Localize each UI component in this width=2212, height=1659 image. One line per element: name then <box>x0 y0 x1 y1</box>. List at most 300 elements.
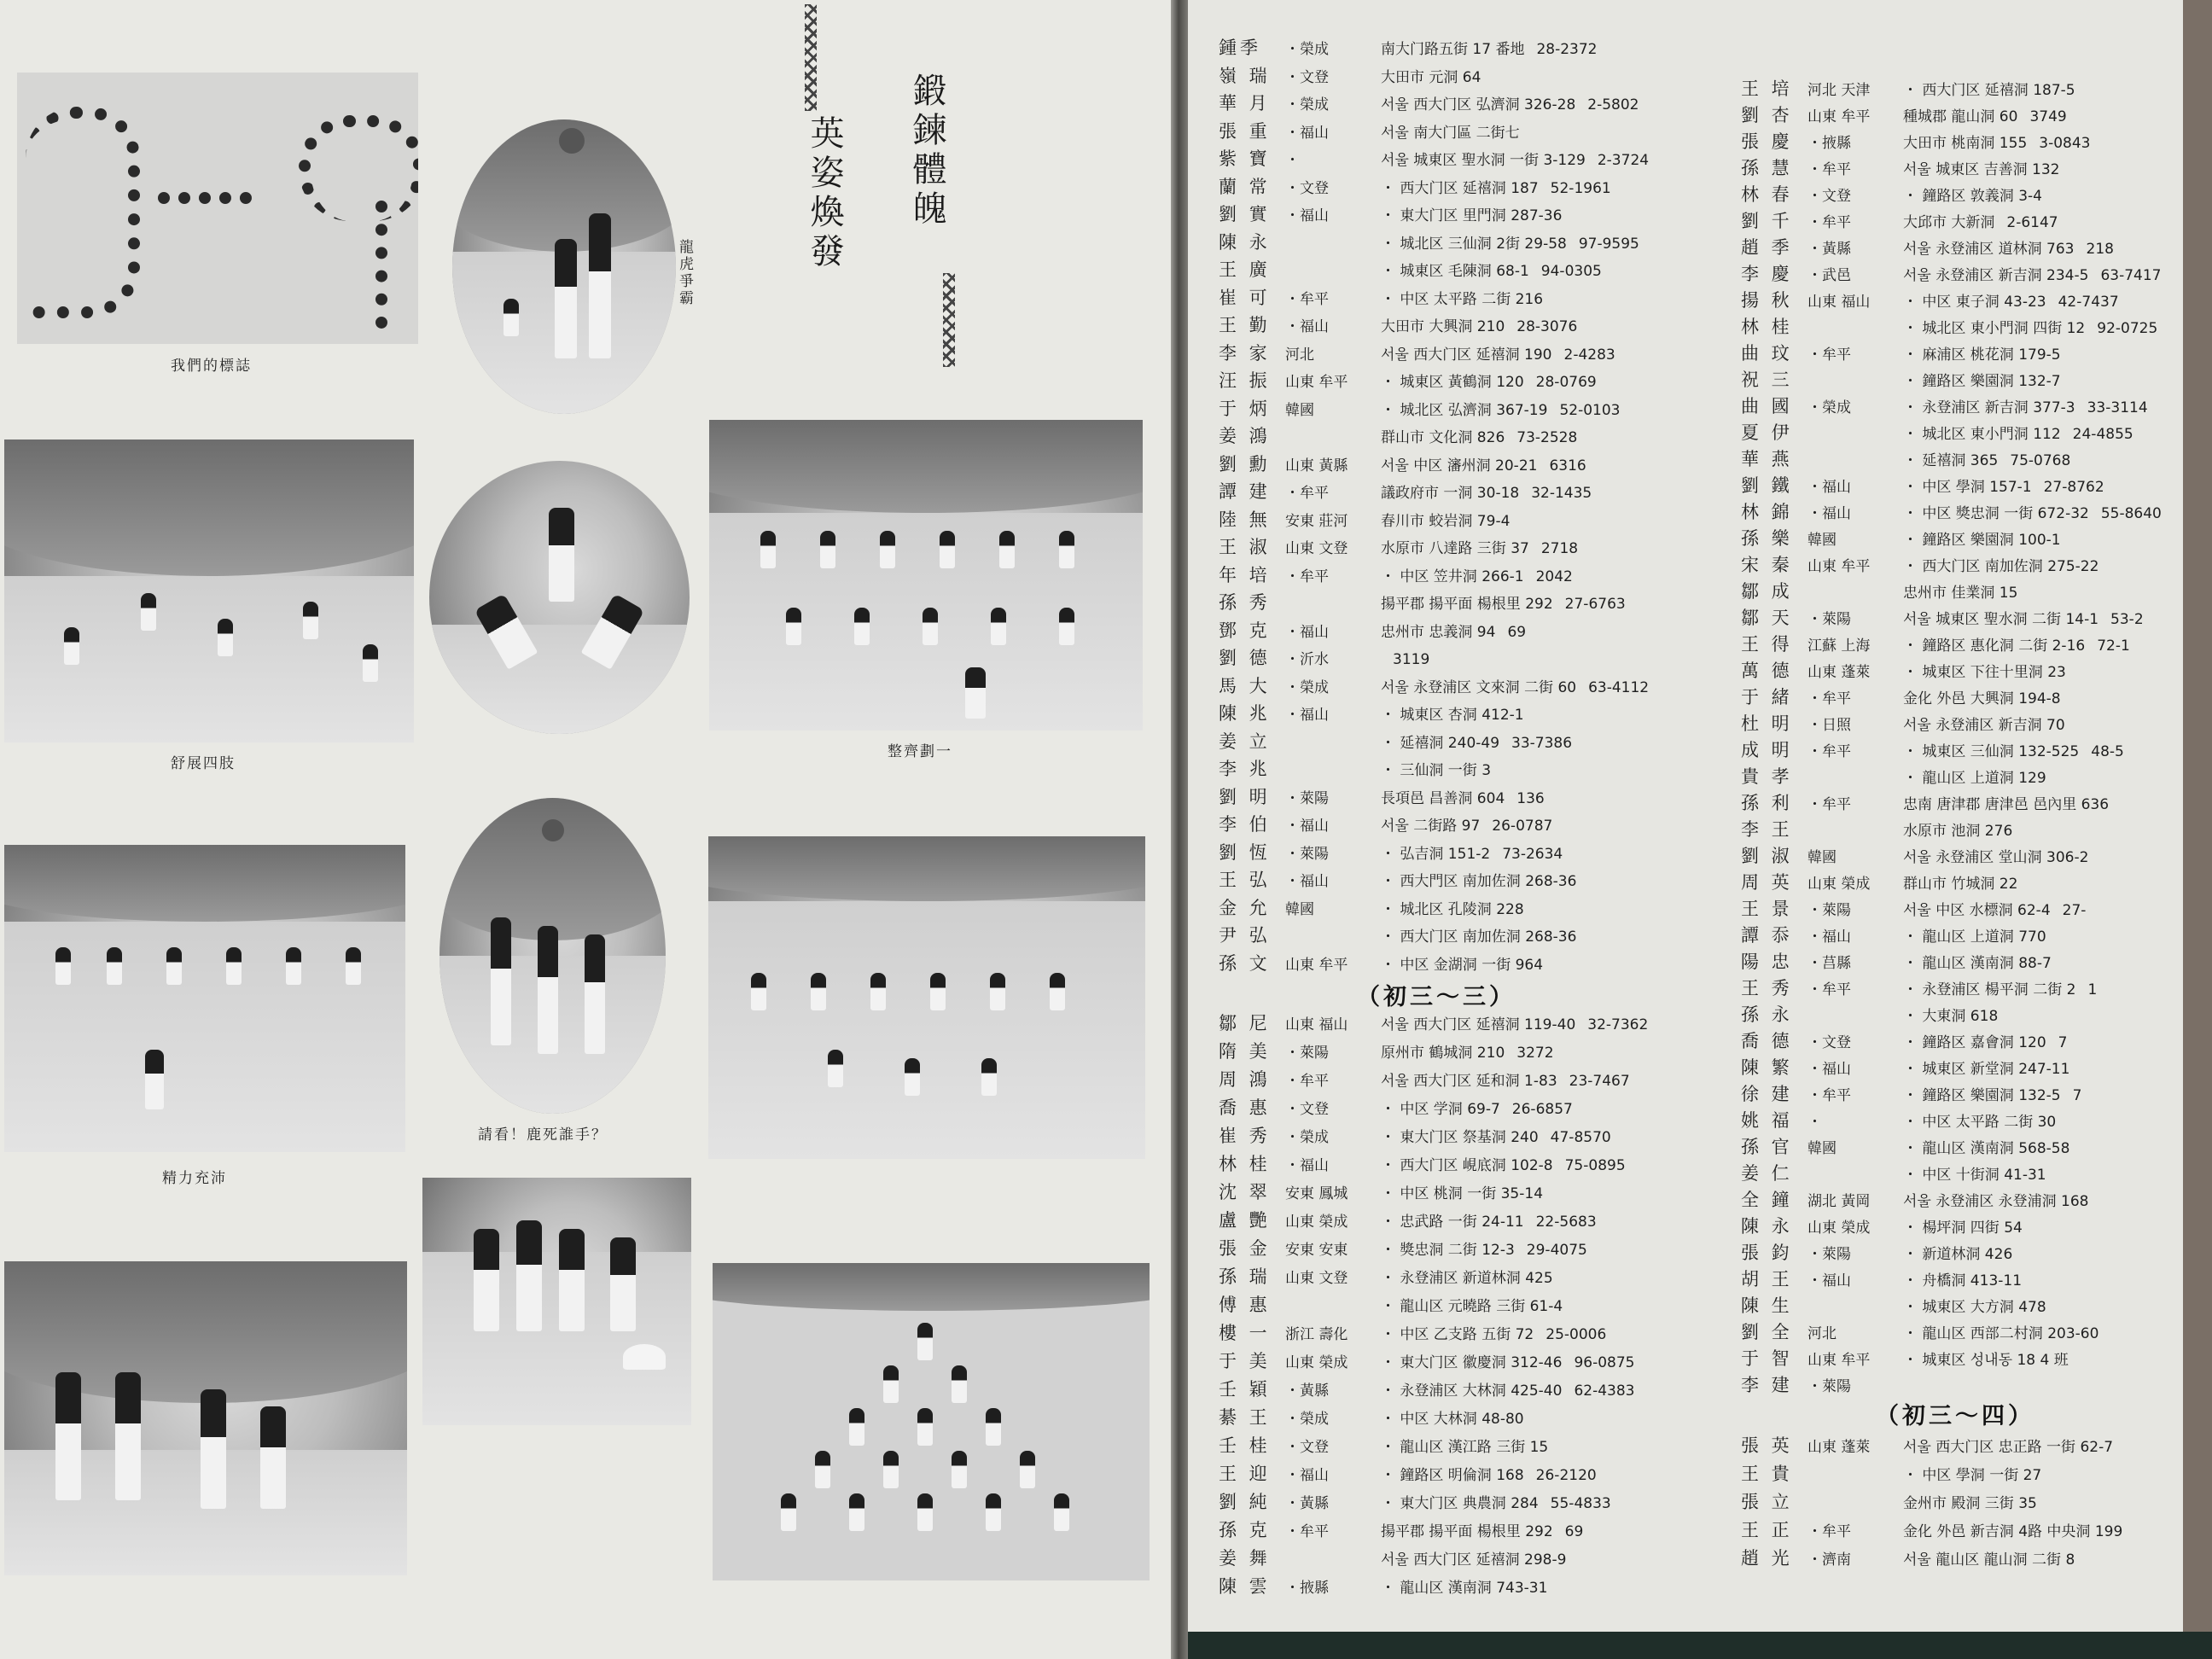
entry-address: ・ 龍山区 漢南洞 568-58 <box>1903 1140 2070 1157</box>
directory-entry <box>1219 1349 1634 1375</box>
entry-name: 林 春 <box>1741 184 1793 205</box>
entry-origin: ・福山 <box>1285 623 1329 641</box>
entry-name: 王 弘 <box>1219 870 1271 890</box>
entry-address: ・ 鐘路区 樂園洞 132-5 <box>1903 1087 2061 1104</box>
directory-entry <box>1741 1188 2089 1214</box>
entry-address: 서울 中区 水標洞 62-4 <box>1903 902 2051 919</box>
entry-name: 張 鈞 <box>1741 1243 1793 1263</box>
entry-address: ・ 鐘路区 明倫洞 168 <box>1381 1467 1524 1484</box>
entry-phone: 2-6147 <box>2006 214 2058 231</box>
entry-name: 陳 雲 <box>1219 1576 1271 1597</box>
entry-name: 綦 王 <box>1219 1407 1271 1428</box>
entry-phone: 33-7386 <box>1511 734 1573 752</box>
entry-address: ・ 城東区 新堂洞 247-11 <box>1903 1061 2070 1078</box>
entry-address: ・ 龍山区 上道洞 129 <box>1903 770 2046 787</box>
entry-address: 大田市 大興洞 210 <box>1381 318 1505 335</box>
entry-phone: 28-0769 <box>1535 374 1597 391</box>
photo-human-pyramid <box>429 461 690 734</box>
entry-address: ・ 中区 笠井洞 266-1 <box>1381 568 1524 585</box>
entry-name: 王 迎 <box>1219 1464 1271 1484</box>
entry-name: 劉 杏 <box>1741 105 1793 125</box>
entry-address: 서울 永登浦区 堂山洞 306-2 <box>1903 849 2089 866</box>
directory-entry <box>1219 1124 1611 1150</box>
entry-phone: 73-2634 <box>1502 845 1563 863</box>
entry-name: 姜 舞 <box>1219 1548 1271 1569</box>
directory-entry <box>1741 341 2061 367</box>
entry-address: ・ 中区 金湖洞 一街 964 <box>1381 956 1544 974</box>
directory-entry <box>1741 1082 2081 1108</box>
directory-entry <box>1741 474 2104 499</box>
entry-address: ・ 龍山区 漢南洞 88-7 <box>1903 955 2052 972</box>
photo-logo-formation <box>17 73 418 344</box>
directory-entry <box>1741 368 2061 393</box>
entry-name: 林 桂 <box>1741 317 1793 337</box>
entry-address: 金州市 殿洞 三街 35 <box>1903 1495 2037 1512</box>
directory-entry <box>1741 130 2090 155</box>
entry-origin: 河北 天津 <box>1807 82 1871 99</box>
directory-entry <box>1741 1214 2023 1240</box>
directory-entry <box>1219 952 1543 977</box>
entry-phone: 42-7437 <box>2058 294 2119 311</box>
entry-address: ・ 龍山区 元曉路 三街 61-4 <box>1381 1298 1563 1315</box>
entry-phone: 26-6857 <box>1511 1101 1573 1118</box>
entry-address: 서울 二街路 97 <box>1381 818 1481 835</box>
entry-phone: 3-0843 <box>2039 135 2091 152</box>
entry-phone: 32-1435 <box>1531 485 1592 502</box>
entry-address: ・ 中区 學洞 一街 27 <box>1903 1467 2042 1484</box>
entry-name: 鄒 成 <box>1741 581 1793 602</box>
entry-name: 曲 國 <box>1741 396 1793 416</box>
entry-address: 春川市 蛟岩洞 79-4 <box>1381 512 1511 530</box>
entry-name: 胡 王 <box>1741 1269 1793 1289</box>
entry-origin: 韓國 <box>1807 532 1837 549</box>
entry-name: 華 燕 <box>1741 449 1793 469</box>
entry-phone: 2-3724 <box>1597 152 1650 169</box>
entry-address: 議政府市 一洞 30-18 <box>1381 485 1520 502</box>
entry-name: 鍾季 <box>1219 38 1261 58</box>
entry-address: ・ 城東区 三仙洞 132-525 <box>1903 743 2080 760</box>
directory-entry <box>1219 1208 1597 1234</box>
entry-name: 張 金 <box>1219 1238 1271 1259</box>
directory-entry <box>1219 258 1602 283</box>
entry-phone: 25-0006 <box>1545 1326 1607 1343</box>
entry-origin: ・萊陽 <box>1807 1378 1851 1395</box>
entry-address: 서울 龍山区 龍山洞 二街 8 <box>1903 1551 2075 1569</box>
entry-origin: 山東 牟平 <box>1807 108 1871 125</box>
entry-address: ・ 中区 学洞 69-7 <box>1381 1101 1500 1118</box>
entry-address: ・ 中区 東子洞 43-23 <box>1903 294 2046 311</box>
entry-origin: ・沂水 <box>1285 651 1329 668</box>
entry-address: 서울 永登浦区 道林洞 763 <box>1903 241 2075 258</box>
entry-address: 서울 西大门区 延禧洞 190 <box>1381 346 1552 364</box>
entry-name: 李 建 <box>1741 1375 1793 1395</box>
entry-name: 李 伯 <box>1219 814 1271 835</box>
entry-name: 劉 實 <box>1219 204 1271 224</box>
entry-name: 劉 淑 <box>1741 846 1793 866</box>
entry-name: 孫 克 <box>1219 1520 1271 1540</box>
entry-name: 沈 翠 <box>1219 1182 1271 1202</box>
entry-name: 趙 光 <box>1741 1548 1793 1569</box>
directory-entry <box>1741 1462 2041 1487</box>
directory-entry <box>1741 500 2162 526</box>
photo-volleyball <box>439 798 666 1114</box>
entry-address: ・ 中区 桃洞 一街 35-14 <box>1381 1185 1544 1202</box>
entry-origin: 山東 福山 <box>1285 1016 1348 1033</box>
directory-entry <box>1741 1320 2098 1346</box>
entry-address: ・ 中区 大林洞 48-80 <box>1381 1411 1524 1428</box>
title-main: 鍛鍊體魄 <box>907 73 946 230</box>
entry-name: 劉 全 <box>1741 1322 1793 1342</box>
entry-name: 嶺 瑞 <box>1219 65 1271 86</box>
entry-name: 孫 秀 <box>1219 592 1271 613</box>
entry-name: 祝 三 <box>1741 370 1793 390</box>
entry-origin: ・福山 <box>1807 479 1851 496</box>
directory-entry <box>1219 1546 1566 1572</box>
entry-name: 壬 穎 <box>1219 1379 1271 1400</box>
entry-origin: 山東 蓬萊 <box>1807 1439 1871 1456</box>
directory-entry <box>1219 1096 1573 1121</box>
entry-name: 華 月 <box>1219 93 1271 114</box>
entry-origin: ・黃縣 <box>1285 1495 1329 1512</box>
entry-name: 鄧 克 <box>1219 620 1271 641</box>
entry-address: 群山市 文化洞 826 <box>1381 429 1505 446</box>
entry-name: 周 鴻 <box>1219 1069 1271 1090</box>
entry-address: ・ 城北区 東小門洞 112 <box>1903 426 2061 443</box>
entry-phone: 6316 <box>1549 457 1586 474</box>
directory-entry <box>1219 1490 1611 1516</box>
directory-entry <box>1741 209 2058 235</box>
entry-origin: ・福山 <box>1285 207 1329 224</box>
directory-entry <box>1219 424 1577 450</box>
directory-entry <box>1741 1490 2037 1516</box>
entry-address: 서울 西大门区 弘濟洞 326-28 <box>1381 96 1576 114</box>
directory-entry <box>1219 1293 1563 1318</box>
entry-phone: 97-9595 <box>1578 235 1639 253</box>
entry-name: 王 正 <box>1741 1520 1793 1540</box>
entry-origin: ・牟平 <box>1285 290 1329 308</box>
directory-entry <box>1741 1434 2113 1459</box>
directory-entry <box>1741 897 2086 923</box>
entry-phone: 26-2120 <box>1535 1467 1597 1484</box>
entry-origin: ・牟平 <box>1285 568 1329 585</box>
directory-entry <box>1219 175 1611 201</box>
entry-name: 徐 建 <box>1741 1084 1793 1104</box>
entry-name: 劉 勳 <box>1219 453 1271 474</box>
entry-name: 萬 德 <box>1741 661 1793 681</box>
entry-origin: 安東 鳳城 <box>1285 1185 1348 1202</box>
entry-address: ・ 鐘路区 樂園洞 132-7 <box>1903 373 2061 390</box>
entry-address: ・ 鐘路区 敦義洞 3-4 <box>1903 188 2042 205</box>
caption-dragon: 龍虎爭霸 <box>676 239 693 307</box>
entry-phone: 92-0725 <box>2097 320 2158 337</box>
entry-phone: 75-0895 <box>1564 1157 1626 1174</box>
entry-origin: ・牟平 <box>1807 796 1851 813</box>
entry-address: ・ 延禧洞 240-49 <box>1381 734 1500 752</box>
directory-entry <box>1741 950 2052 975</box>
entry-address: ・ 龍山区 上道洞 770 <box>1903 928 2046 946</box>
directory-entry <box>1219 812 1552 838</box>
entry-origin: 山東 牟平 <box>1807 558 1871 575</box>
entry-address: ・ 城東区 下往十里洞 23 <box>1903 664 2066 681</box>
directory-entry <box>1219 646 1429 672</box>
entry-origin: ・武邑 <box>1807 267 1851 284</box>
entry-name: 馬 大 <box>1219 675 1271 696</box>
entry-origin: ・牟平 <box>1807 346 1851 364</box>
entry-name: 孫 永 <box>1741 1004 1793 1025</box>
entry-phone: 32-7362 <box>1587 1016 1649 1033</box>
entry-address: 揚平郡 揚平面 楊根里 292 <box>1381 596 1553 613</box>
entry-phone: 2-5802 <box>1587 96 1639 114</box>
entry-address: 原州市 鶴城洞 210 <box>1381 1045 1505 1062</box>
directory-entry <box>1741 659 2066 684</box>
entry-origin: ・福山 <box>1285 1467 1329 1484</box>
book-gutter <box>1171 0 1188 1659</box>
entry-name: 汪 振 <box>1219 370 1271 391</box>
entry-phone: 3749 <box>2029 108 2067 125</box>
entry-name: 紫 寶 <box>1219 148 1271 169</box>
entry-origin: 山東 福山 <box>1807 294 1871 311</box>
entry-address: ・ 城北区 東小門洞 四街 12 <box>1903 320 2086 337</box>
entry-address: ・ 龍山区 漢江路 三街 15 <box>1381 1439 1549 1456</box>
directory-entry <box>1741 1161 2046 1187</box>
entry-phone: 48-5 <box>2091 743 2124 760</box>
entry-address: ・ 中区 乙支路 五街 72 <box>1381 1326 1534 1343</box>
section-heading-3-4: （初三～四） <box>1876 1403 2034 1429</box>
entry-origin: ・萊陽 <box>1285 789 1329 807</box>
title-ornament-bottom <box>943 273 955 367</box>
directory-entry <box>1219 923 1576 949</box>
entry-address: ・ 新道林洞 426 <box>1903 1246 2013 1263</box>
entry-name: 王 淑 <box>1219 537 1271 557</box>
entry-phone: 3272 <box>1516 1045 1554 1062</box>
entry-address: ・ 西大門区 南加佐洞 268-36 <box>1381 873 1577 890</box>
entry-name: 于 智 <box>1741 1348 1793 1369</box>
directory-entry <box>1219 286 1543 311</box>
entry-address: 大田市 桃南洞 155 <box>1903 135 2028 152</box>
entry-origin: 山東 牟平 <box>1807 1352 1871 1369</box>
entry-address: ・ 延禧洞 365 <box>1903 452 1999 469</box>
photo-arch-tunnel <box>422 1178 691 1425</box>
photo-uniform-exercise <box>709 420 1143 731</box>
directory-entry <box>1741 262 2161 288</box>
entry-address: 서울 西大门区 延禧洞 298-9 <box>1381 1551 1567 1569</box>
directory-entry <box>1741 1546 2075 1572</box>
entry-name: 林 桂 <box>1219 1154 1271 1174</box>
entry-name: 劉 恆 <box>1219 841 1271 863</box>
entry-origin: 山東 榮成 <box>1285 1354 1348 1371</box>
entry-name: 宋 秦 <box>1741 555 1793 575</box>
directory-entry <box>1219 147 1649 172</box>
entry-origin: 河北 <box>1285 346 1314 364</box>
directory-entry <box>1219 841 1563 866</box>
photo-sitting-exercise <box>708 836 1145 1159</box>
entry-name: 劉 明 <box>1219 786 1271 807</box>
directory-entry <box>1741 315 2157 341</box>
entry-name: 李 王 <box>1741 819 1793 840</box>
directory-entry <box>1219 230 1639 256</box>
entry-address: ・ 城東区 杏洞 412-1 <box>1381 707 1524 724</box>
directory-entry <box>1219 1237 1587 1262</box>
entry-name: 王 景 <box>1741 899 1793 919</box>
photo-stretch <box>4 439 414 742</box>
entry-name: 張 立 <box>1741 1492 1793 1512</box>
directory-entry <box>1219 313 1577 339</box>
entry-address: ・ 西大门区 延禧洞 187 <box>1381 179 1539 197</box>
entry-origin: ・榮成 <box>1807 399 1851 416</box>
entry-name: 陳 生 <box>1741 1295 1793 1316</box>
entry-address: 忠南 唐津郡 唐津邑 邑內里 636 <box>1903 796 2110 813</box>
entry-name: 林 錦 <box>1741 502 1793 522</box>
directory-entry <box>1741 1267 2022 1293</box>
directory-entry <box>1741 156 2060 182</box>
entry-phone: 47-8570 <box>1550 1129 1611 1146</box>
entry-origin: ・福山 <box>1807 1272 1851 1289</box>
entry-origin: ・萊陽 <box>1285 845 1329 863</box>
directory-entry <box>1741 288 2119 314</box>
directory-entry <box>1741 579 2017 605</box>
entry-address: 서울 永登浦区 文來洞 二街 60 <box>1381 678 1577 696</box>
entry-origin: ・萊陽 <box>1807 1246 1851 1263</box>
entry-address: 서울 西大门区 延和洞 1-83 <box>1381 1073 1557 1090</box>
entry-origin: ・福山 <box>1807 505 1851 522</box>
entry-name: 年 培 <box>1219 564 1271 585</box>
entry-name: 鄒 天 <box>1741 608 1793 628</box>
entry-address: 揚平郡 揚平面 楊根里 292 <box>1381 1523 1553 1540</box>
directory-entry <box>1219 452 1586 478</box>
entry-name: 姚 福 <box>1741 1110 1793 1131</box>
photo-basketball-jump <box>452 119 676 414</box>
entry-address: 서울 中区 瀋州洞 20-21 <box>1381 457 1538 474</box>
entry-phone: 55-4833 <box>1550 1495 1611 1512</box>
entry-address: 群山市 竹城洞 22 <box>1903 876 2018 893</box>
entry-address: ・ 西大门区 南加佐洞 268-36 <box>1381 928 1577 946</box>
entry-origin: ・牟平 <box>1807 1087 1851 1104</box>
entry-name: 譚 忝 <box>1741 925 1793 946</box>
entry-origin: 山東 牟平 <box>1285 956 1348 974</box>
entry-name: 王 秀 <box>1741 978 1793 998</box>
directory-entry <box>1219 1039 1554 1065</box>
directory-entry <box>1219 202 1562 228</box>
entry-name: 姜 鴻 <box>1219 426 1271 446</box>
title-sub: 英姿煥發 <box>805 115 844 272</box>
entry-origin: 浙江 壽化 <box>1285 1326 1348 1343</box>
entry-name: 張 英 <box>1741 1435 1793 1456</box>
entry-address: ・ 西大门区 延禧洞 187-5 <box>1903 82 2075 99</box>
directory-entry <box>1741 1109 2056 1134</box>
entry-address: 忠州市 忠義洞 94 <box>1381 623 1496 641</box>
entry-origin: 山東 牟平 <box>1285 374 1348 391</box>
entry-name: 劉 德 <box>1219 648 1271 668</box>
entry-phone: 96-0875 <box>1574 1354 1635 1371</box>
entry-address: 水原市 八達路 三街 37 <box>1381 540 1529 557</box>
entry-name: 姜 立 <box>1219 731 1271 752</box>
entry-address: ・ 永登浦区 新吉洞 377-3 <box>1903 399 2075 416</box>
entry-origin: ・掖縣 <box>1285 1580 1329 1597</box>
entry-origin: ・牟平 <box>1285 1523 1329 1540</box>
entry-phone: 27- <box>2062 902 2087 919</box>
directory-entry <box>1219 1434 1548 1459</box>
directory-entry <box>1741 606 2144 632</box>
directory-entry <box>1741 976 2097 1002</box>
entry-name: 壬 桂 <box>1219 1435 1271 1456</box>
entry-origin: ・牟平 <box>1807 743 1851 760</box>
directory-entry <box>1741 421 2133 446</box>
directory-entry <box>1741 1294 2046 1319</box>
directory-entry <box>1219 1321 1606 1347</box>
entry-address: ・ 西大门区 峴底洞 102-8 <box>1381 1157 1553 1174</box>
entry-phone: 136 <box>1516 789 1545 807</box>
entry-name: 李 家 <box>1219 342 1271 364</box>
directory-entry <box>1741 1029 2068 1055</box>
entry-origin: 韓國 <box>1285 900 1314 918</box>
entry-origin: ・萊陽 <box>1807 611 1851 628</box>
entry-name: 金 允 <box>1219 897 1271 918</box>
entry-origin: 河北 <box>1807 1325 1837 1342</box>
entry-phone: 2718 <box>1540 540 1579 557</box>
entry-name: 喬 惠 <box>1219 1097 1271 1118</box>
entry-address: ・ 城東区 성내동 18 4 班 <box>1903 1352 2069 1369</box>
directory-entry <box>1741 1003 1998 1028</box>
entry-name: 譚 建 <box>1219 481 1271 502</box>
directory-entry <box>1219 591 1626 616</box>
directory-entry <box>1741 527 2061 552</box>
entry-address: ・ 麻浦区 桃花洞 179-5 <box>1903 346 2061 364</box>
entry-name: 鄒 尼 <box>1219 1013 1271 1033</box>
page-edge <box>1188 1632 2212 1659</box>
entry-address: 서울 西大门区 忠正路 一街 62-7 <box>1903 1439 2114 1456</box>
entry-address: ・ 永登浦区 大林洞 425-40 <box>1381 1382 1563 1400</box>
entry-address: ・ 三仙洞 一街 3 <box>1381 762 1492 779</box>
entry-address: ・ 弘吉洞 151-2 <box>1381 845 1491 863</box>
directory-entry <box>1219 674 1649 700</box>
caption-uniform: 整齊劃一 <box>888 743 952 760</box>
entry-name: 孫 文 <box>1219 952 1271 974</box>
entry-name: 樓 一 <box>1219 1323 1271 1343</box>
entry-address: 種城郡 龍山洞 60 <box>1903 108 2018 125</box>
entry-origin: 山東 文登 <box>1285 540 1348 557</box>
directory-entry <box>1741 1241 2012 1266</box>
entry-name: 劉 純 <box>1219 1492 1271 1512</box>
entry-phone: 52-1961 <box>1550 179 1611 197</box>
directory-entry <box>1741 1135 2069 1161</box>
entry-name: 蘭 常 <box>1219 176 1271 197</box>
entry-origin: ・牟平 <box>1285 1073 1329 1090</box>
entry-origin: ・榮成 <box>1285 678 1329 696</box>
entry-origin: ・文登 <box>1285 179 1329 197</box>
entry-address: ・ 城東区 毛陳洞 68-1 <box>1381 263 1529 280</box>
entry-name: 傅 惠 <box>1219 1295 1271 1315</box>
entry-phone: 28-2372 <box>1536 41 1598 58</box>
entry-origin: ・牟平 <box>1807 214 1851 231</box>
entry-origin: ・福山 <box>1807 928 1851 946</box>
entry-name: 陽 忠 <box>1741 952 1793 972</box>
caption-logo: 我們的標誌 <box>171 358 252 375</box>
entry-phone: 75-0768 <box>2010 452 2071 469</box>
entry-address: 金化 外邑 新吉洞 4路 中央洞 199 <box>1903 1523 2123 1540</box>
entry-origin: 山東 榮成 <box>1807 876 1871 893</box>
entry-name: 劉 鐵 <box>1741 475 1793 496</box>
entry-address: ・ 城東区 黃鶴洞 120 <box>1381 374 1524 391</box>
directory-entry <box>1219 508 1510 533</box>
directory-entry <box>1219 563 1573 589</box>
entry-origin: ・黃縣 <box>1285 1382 1329 1400</box>
entry-origin: 韓國 <box>1807 849 1837 866</box>
entry-phone: 3119 <box>1393 651 1430 668</box>
entry-origin: ・萊陽 <box>1285 1045 1329 1062</box>
entry-origin: ・福山 <box>1285 818 1329 835</box>
entry-name: 王 培 <box>1741 79 1793 99</box>
entry-address: ・ 中区 獎忠洞 一街 672-32 <box>1903 505 2089 522</box>
